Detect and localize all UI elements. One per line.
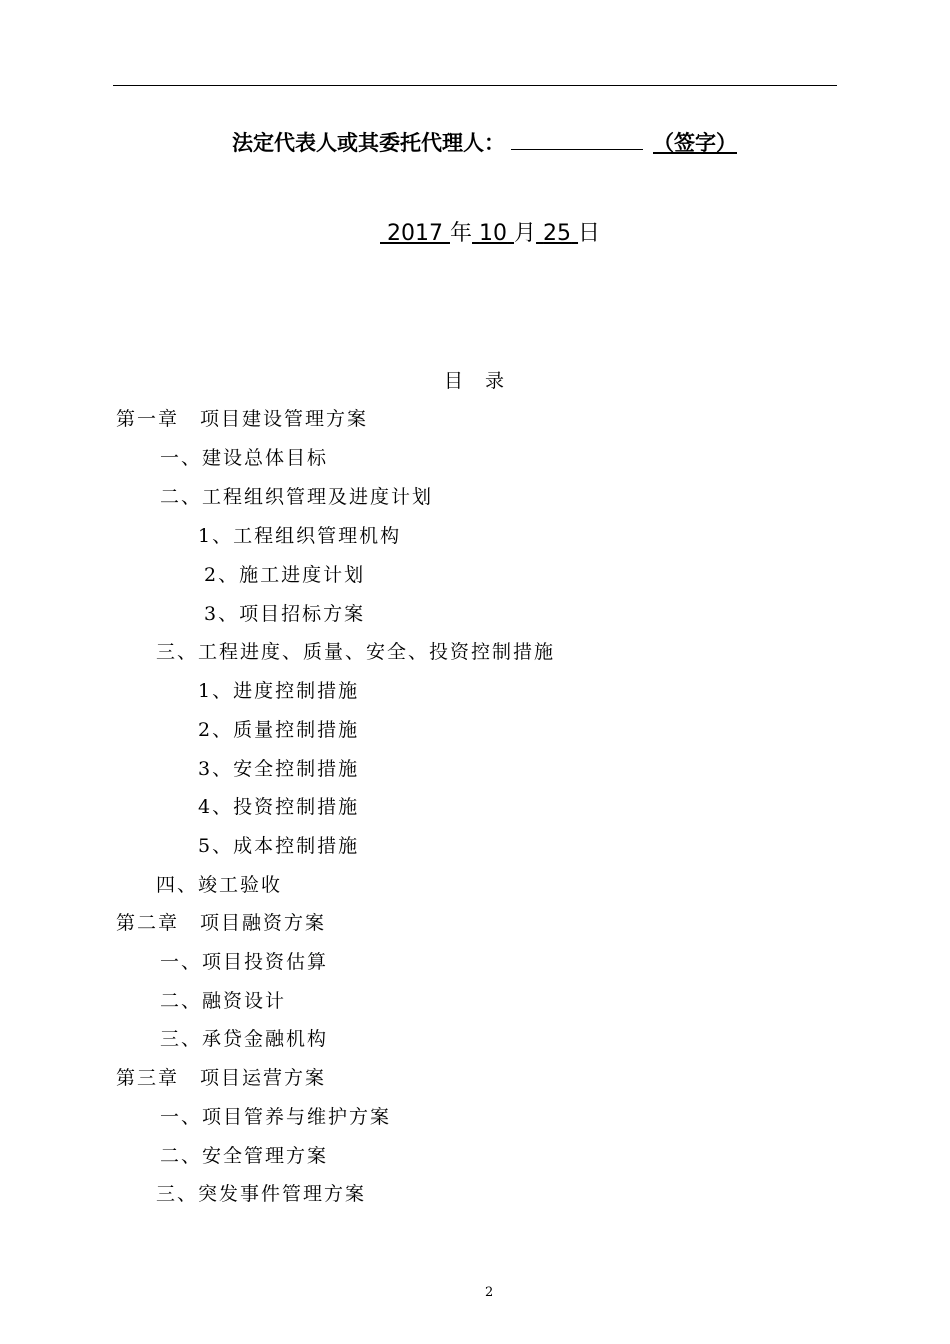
toc-section[interactable]: 三、承贷金融机构 [160, 1028, 329, 1050]
header-rule [113, 85, 837, 86]
toc-section[interactable]: 一、建设总体目标 [160, 447, 329, 469]
date-year-unit: 年 [450, 221, 473, 246]
toc-subsection[interactable]: 1、进度控制措施 [198, 680, 360, 702]
date-month-unit: 月 [514, 221, 537, 246]
toc-section[interactable]: 二、安全管理方案 [160, 1145, 329, 1167]
toc-chapter[interactable]: 第二章 项目融资方案 [116, 912, 327, 934]
page-number: 2 [485, 1285, 494, 1300]
toc-section[interactable]: 二、融资设计 [160, 990, 287, 1012]
toc-section[interactable]: 一、项目管养与维护方案 [160, 1106, 392, 1128]
toc-chapter[interactable]: 第三章 项目运营方案 [116, 1067, 327, 1089]
date-month: 10 [479, 221, 508, 246]
toc-section[interactable]: 四、竣工验收 [156, 874, 283, 896]
toc-section[interactable]: 三、突发事件管理方案 [156, 1183, 367, 1205]
signature-note: （签字） [653, 131, 737, 155]
toc-title: 目录 [444, 370, 527, 392]
toc-section[interactable]: 二、工程组织管理及进度计划 [160, 486, 434, 508]
toc-subsection[interactable]: 3、安全控制措施 [198, 758, 360, 780]
toc-subsection[interactable]: 2、质量控制措施 [198, 719, 360, 741]
toc-chapter[interactable]: 第一章 项目建设管理方案 [116, 408, 369, 430]
toc-subsection[interactable]: 2、施工进度计划 [204, 564, 366, 586]
toc-subsection[interactable]: 1、工程组织管理机构 [198, 525, 402, 547]
signature-label: 法定代表人或其委托代理人： [232, 131, 505, 155]
toc-section[interactable]: 三、工程进度、质量、安全、投资控制措施 [156, 641, 556, 663]
date-day-unit: 日 [578, 221, 601, 246]
signature-line [232, 126, 737, 160]
toc-subsection[interactable]: 5、成本控制措施 [198, 835, 360, 857]
toc-subsection[interactable]: 4、投资控制措施 [198, 796, 360, 818]
date-line [380, 216, 600, 252]
signature-blank [511, 127, 643, 150]
date-year: 2017 [387, 221, 443, 246]
toc-section[interactable]: 一、项目投资估算 [160, 951, 329, 973]
date-day: 25 [543, 221, 572, 246]
toc-subsection[interactable]: 3、项目招标方案 [204, 603, 366, 625]
